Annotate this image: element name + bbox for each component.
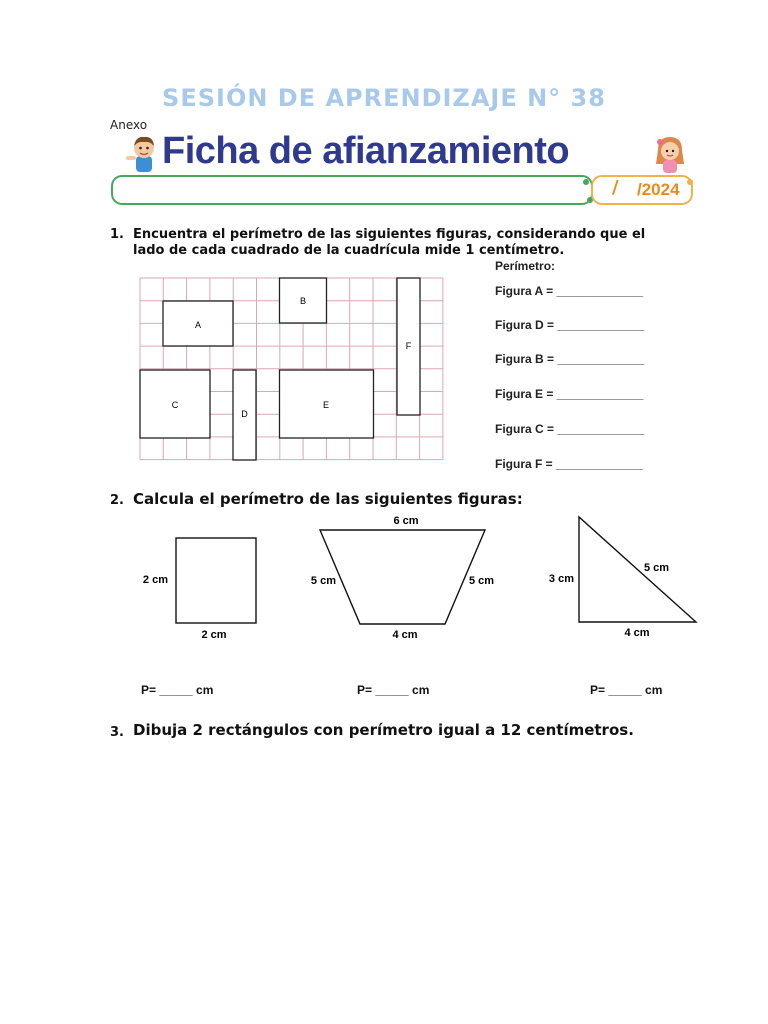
session-title: SESIÓN DE APRENDIZAJE N° 38 [162, 84, 606, 112]
q1-grid [136, 274, 448, 464]
triangle-shape [579, 517, 696, 622]
date-year: /2024 [637, 180, 680, 199]
figure-b-label: B [299, 296, 307, 306]
figure-d-label: D [241, 409, 248, 419]
answer-figura-e[interactable]: Figura E = _____________ [495, 387, 644, 401]
q2-answer-triangle[interactable]: P= _____ cm [590, 683, 663, 697]
answer-figura-a[interactable]: Figura A = _____________ [495, 284, 644, 298]
answer-figura-f[interactable]: Figura F = _____________ [495, 457, 643, 471]
answer-figura-b[interactable]: Figura B = _____________ [495, 352, 645, 366]
square-bottom-label: 2 cm [201, 629, 227, 641]
perimeter-heading: Perímetro: [495, 259, 556, 273]
figure-e-label: E [322, 400, 330, 410]
trapezoid-left-label: 5 cm [310, 575, 336, 587]
q1-text-line2: lado de cada cuadrado de la cuadrícula mide 1 centímetro. [133, 243, 565, 258]
trapezoid-shape [320, 530, 485, 624]
q1-text-line1: Encuentra el perímetro de las siguientes figuras, considerando que el [133, 227, 646, 242]
answer-figura-d[interactable]: Figura D = _____________ [495, 318, 645, 332]
triangle-left-label: 3 cm [548, 573, 574, 585]
q1-number: 1. [110, 227, 124, 242]
q2-number: 2. [110, 493, 124, 508]
triangle-hypotenuse-label: 5 cm [644, 562, 670, 574]
figure-f-label: F [405, 341, 412, 351]
annex-label: Anexo [110, 118, 148, 132]
figure-c-label: C [171, 400, 179, 410]
q3-text: Dibuja 2 rectángulos con perímetro igual a 12 centímetros. [133, 721, 634, 739]
girl-avatar-icon [652, 134, 688, 174]
trapezoid-bottom-label: 4 cm [392, 629, 418, 641]
boy-avatar-icon [124, 132, 164, 174]
answer-figura-c[interactable]: Figura C = _____________ [495, 422, 645, 436]
square-left-label: 2 cm [142, 574, 168, 586]
date-slash: / [612, 177, 619, 198]
square-shape [176, 538, 256, 623]
q3-number: 3. [110, 725, 124, 740]
q2-answer-square[interactable]: P= _____ cm [141, 683, 214, 697]
q2-answer-trapezoid[interactable]: P= _____ cm [357, 683, 430, 697]
name-date-bar [108, 172, 698, 208]
triangle-bottom-label: 4 cm [624, 627, 650, 639]
q2-figures [130, 505, 720, 655]
trapezoid-right-label: 5 cm [469, 575, 495, 587]
trapezoid-top-label: 6 cm [393, 515, 419, 527]
ficha-title: Ficha de afianzamiento [162, 130, 570, 172]
figure-a-label: A [194, 320, 202, 330]
q2-text: Calcula el perímetro de las siguientes figuras: [133, 490, 523, 508]
